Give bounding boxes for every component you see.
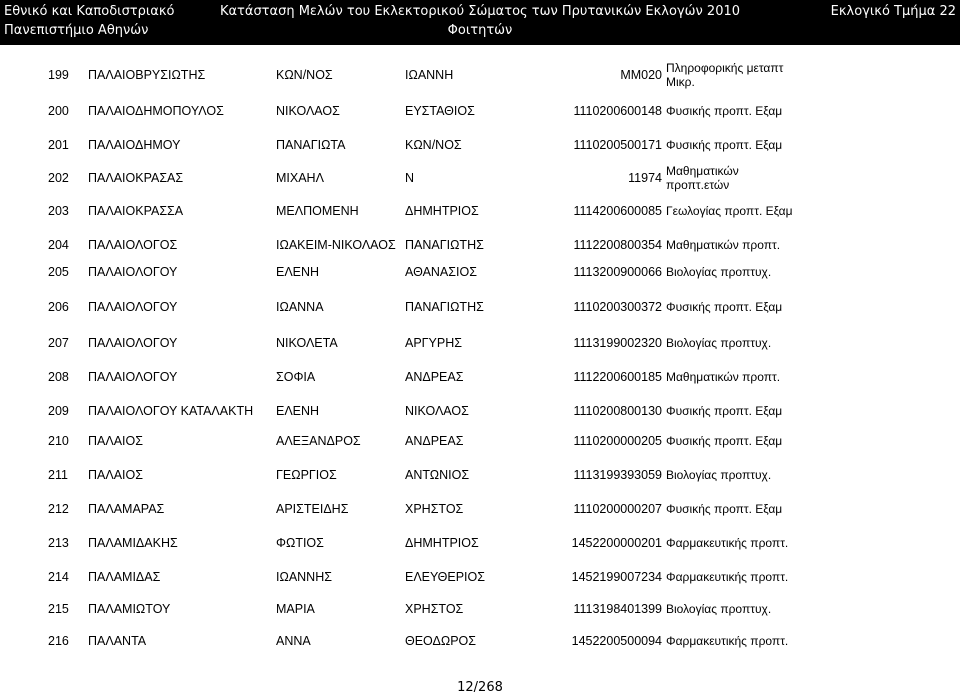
university-name-line1: Εθνικό και Καποδιστριακό (4, 4, 175, 19)
surname-cell: ΠΑΛΑΙΟΛΟΓΟΥ ΚΑΤΑΛΑΚΤΗ (88, 404, 254, 418)
row-number: 201 (48, 138, 69, 152)
row-number: 203 (48, 204, 69, 218)
first-name-cell: ΦΩΤΙΟΣ (276, 536, 324, 550)
first-name-cell: ΑΝΝΑ (276, 634, 311, 648)
father-name-cell: ΑΘΑΝΑΣΙΟΣ (405, 265, 477, 279)
surname-cell: ΠΑΛΑΜΙΩΤΟΥ (88, 602, 171, 616)
table-row (0, 525, 960, 561)
student-id-cell: 1452200500094 (571, 634, 662, 648)
student-id-cell: 1113199393059 (573, 468, 662, 482)
row-number: 199 (48, 68, 69, 82)
student-id-cell: 1113200900066 (573, 265, 662, 279)
student-id-cell: ΜΜ020 (620, 68, 662, 82)
father-name-cell: ΝΙΚΟΛΑΟΣ (405, 404, 469, 418)
document-title-line1: Κατάσταση Μελών του Εκλεκτορικού Σώματος των Πρυτανικών Εκλογών 2010 (219, 4, 741, 19)
surname-cell: ΠΑΛΑΙΟΛΟΓΟΣ (88, 238, 178, 252)
table-row (0, 160, 960, 196)
student-id-cell: 1114200600085 (573, 204, 662, 218)
department-cell: Βιολογίας προπτυχ. (666, 468, 772, 482)
department-cell: Φυσικής προπτ. Εξαμ (666, 138, 783, 152)
surname-cell: ΠΑΛΑΙΟΣ (88, 468, 143, 482)
department-cell: Βιολογίας προπτυχ. (666, 265, 772, 279)
first-name-cell: ΚΩΝ/ΝΟΣ (276, 68, 333, 82)
row-number: 214 (48, 570, 69, 584)
row-number: 212 (48, 502, 69, 516)
surname-cell: ΠΑΛΑΙΟΛΟΓΟΥ (88, 370, 178, 384)
department-cell: Βιολογίας προπτυχ. (666, 602, 772, 616)
table-row (0, 623, 960, 659)
surname-cell: ΠΑΛΑΙΟΛΟΓΟΥ (88, 300, 178, 314)
table-row (0, 254, 960, 290)
surname-cell: ΠΑΛΑΜΙΔΑΣ (88, 570, 161, 584)
father-name-cell: ΔΗΜΗΤΡΙΟΣ (405, 536, 479, 550)
department-cell: Πληροφορικής μεταπτ Μικρ. (666, 61, 784, 89)
row-number: 202 (48, 171, 69, 185)
student-id-cell: 11974 (628, 171, 662, 185)
row-number: 200 (48, 104, 69, 118)
table-row (0, 93, 960, 129)
department-cell: Φαρμακευτικής προπτ. (666, 536, 789, 550)
first-name-cell: ΕΛΕΝΗ (276, 404, 320, 418)
department-cell: Φαρμακευτικής προπτ. (666, 634, 789, 648)
first-name-cell: ΓΕΩΡΓΙΟΣ (276, 468, 337, 482)
surname-cell: ΠΑΛΑΙΟΛΟΓΟΥ (88, 336, 178, 350)
student-id-cell: 1110200300372 (573, 300, 662, 314)
surname-cell: ΠΑΛΑΙΟΚΡΑΣΣΑ (88, 204, 184, 218)
table-row (0, 325, 960, 361)
surname-cell: ΠΑΛΑΙΟΚΡΑΣΑΣ (88, 171, 184, 185)
document-title (0, 2, 960, 40)
department-cell: Βιολογίας προπτυχ. (666, 336, 772, 350)
student-id-cell: 1110200000205 (573, 434, 662, 448)
department-cell: Φυσικής προπτ. Εξαμ (666, 300, 783, 314)
father-name-cell: ΕΥΣΤΑΘΙΟΣ (405, 104, 475, 118)
first-name-cell: ΝΙΚΟΛΑΟΣ (276, 104, 340, 118)
electoral-section: Εκλογικό Τμήμα 22 (830, 4, 956, 19)
father-name-cell: ΚΩΝ/ΝΟΣ (405, 138, 462, 152)
father-name-cell: ΑΝΔΡΕΑΣ (405, 434, 464, 448)
university-name-line2: Πανεπιστήμιο Αθηνών (4, 23, 149, 38)
father-name-cell: ΘΕΟΔΩΡΟΣ (405, 634, 477, 648)
surname-cell: ΠΑΛΑΜΙΔΑΚΗΣ (88, 536, 178, 550)
surname-cell: ΠΑΛΑΙΟΛΟΓΟΥ (88, 265, 178, 279)
table-row (0, 57, 960, 93)
surname-cell: ΠΑΛΑΙΟΒΡΥΣΙΩΤΗΣ (88, 68, 206, 82)
row-number: 213 (48, 536, 69, 550)
student-id-cell: 1452199007234 (571, 570, 662, 584)
document-title-line2: Φοιτητών (447, 23, 513, 38)
table-row (0, 359, 960, 395)
row-number: 205 (48, 265, 69, 279)
first-name-cell: ΣΟΦΙΑ (276, 370, 316, 384)
department-cell: Φαρμακευτικής προπτ. (666, 570, 789, 584)
row-number: 210 (48, 434, 69, 448)
father-name-cell: ΠΑΝΑΓΙΩΤΗΣ (405, 300, 484, 314)
table-row (0, 127, 960, 163)
table-row (0, 591, 960, 627)
row-number: 211 (48, 468, 68, 482)
department-cell: Φυσικής προπτ. Εξαμ (666, 404, 783, 418)
father-name-cell: ΧΡΗΣΤΟΣ (405, 602, 464, 616)
first-name-cell: ΜΙΧΑΗΛ (276, 171, 324, 185)
father-name-cell: ΕΛΕΥΘΕΡΙΟΣ (405, 570, 485, 584)
first-name-cell: ΙΩΑΝΝΑ (276, 300, 324, 314)
row-number: 208 (48, 370, 69, 384)
first-name-cell: ΕΛΕΝΗ (276, 265, 320, 279)
row-number: 206 (48, 300, 69, 314)
page-header (0, 0, 960, 45)
surname-cell: ΠΑΛΑΜΑΡΑΣ (88, 502, 165, 516)
first-name-cell: ΜΑΡΙΑ (276, 602, 315, 616)
surname-cell: ΠΑΛΑΙΟΣ (88, 434, 143, 448)
first-name-cell: ΑΡΙΣΤΕΙΔΗΣ (276, 502, 349, 516)
student-id-cell: 1110200800130 (573, 404, 662, 418)
student-id-cell: 1110200000207 (573, 502, 662, 516)
surname-cell: ΠΑΛΑΙΟΔΗΜΟΠΟΥΛΟΣ (88, 104, 224, 118)
father-name-cell: ΔΗΜΗΤΡΙΟΣ (405, 204, 479, 218)
father-name-cell: ΠΑΝΑΓΙΩΤΗΣ (405, 238, 484, 252)
row-number: 209 (48, 404, 69, 418)
father-name-cell: ΑΝΔΡΕΑΣ (405, 370, 464, 384)
first-name-cell: ΙΩΑΝΝΗΣ (276, 570, 332, 584)
student-id-cell: 1113198401399 (573, 602, 662, 616)
table-row (0, 289, 960, 325)
table-row (0, 423, 960, 459)
first-name-cell: ΠΑΝΑΓΙΩΤΑ (276, 138, 346, 152)
department-cell: Μαθηματικών προπτ. (666, 370, 781, 384)
father-name-cell: Ν (405, 171, 415, 185)
surname-cell: ΠΑΛΑΙΟΔΗΜΟΥ (88, 138, 181, 152)
department-cell: Φυσικής προπτ. Εξαμ (666, 434, 783, 448)
row-number: 215 (48, 602, 69, 616)
father-name-cell: ΙΩΑΝΝΗ (405, 68, 454, 82)
row-number: 204 (48, 238, 69, 252)
table-row (0, 457, 960, 493)
first-name-cell: ΝΙΚΟΛΕΤΑ (276, 336, 338, 350)
student-id-cell: 1112200600185 (573, 370, 662, 384)
department-cell: Φυσικής προπτ. Εξαμ (666, 502, 783, 516)
student-id-cell: 1110200600148 (573, 104, 662, 118)
first-name-cell: ΑΛΕΞΑΝΔΡΟΣ (276, 434, 361, 448)
department-cell: Γεωλογίας προπτ. Εξαμ (666, 204, 793, 218)
student-id-cell: 1112200800354 (573, 238, 662, 252)
first-name-cell: ΙΩΑΚΕΙΜ-ΝΙΚΟΛΑΟΣ (276, 238, 396, 252)
table-row (0, 491, 960, 527)
row-number: 207 (48, 336, 69, 350)
page-number: 12/268 (457, 680, 503, 695)
surname-cell: ΠΑΛΑΝΤΑ (88, 634, 147, 648)
father-name-cell: ΑΝΤΩΝΙΟΣ (405, 468, 470, 482)
department-cell: Μαθηματικών προπτ. (666, 238, 781, 252)
row-number: 216 (48, 634, 69, 648)
father-name-cell: ΧΡΗΣΤΟΣ (405, 502, 464, 516)
student-id-cell: 1452200000201 (571, 536, 662, 550)
student-id-cell: 1113199002320 (573, 336, 662, 350)
student-id-cell: 1110200500171 (573, 138, 662, 152)
father-name-cell: ΑΡΓΥΡΗΣ (405, 336, 462, 350)
first-name-cell: ΜΕΛΠΟΜΕΝΗ (276, 204, 359, 218)
table-row (0, 559, 960, 595)
department-cell: Μαθηματικών προπτ.ετών (666, 164, 739, 192)
department-cell: Φυσικής προπτ. Εξαμ (666, 104, 783, 118)
table-row (0, 193, 960, 229)
